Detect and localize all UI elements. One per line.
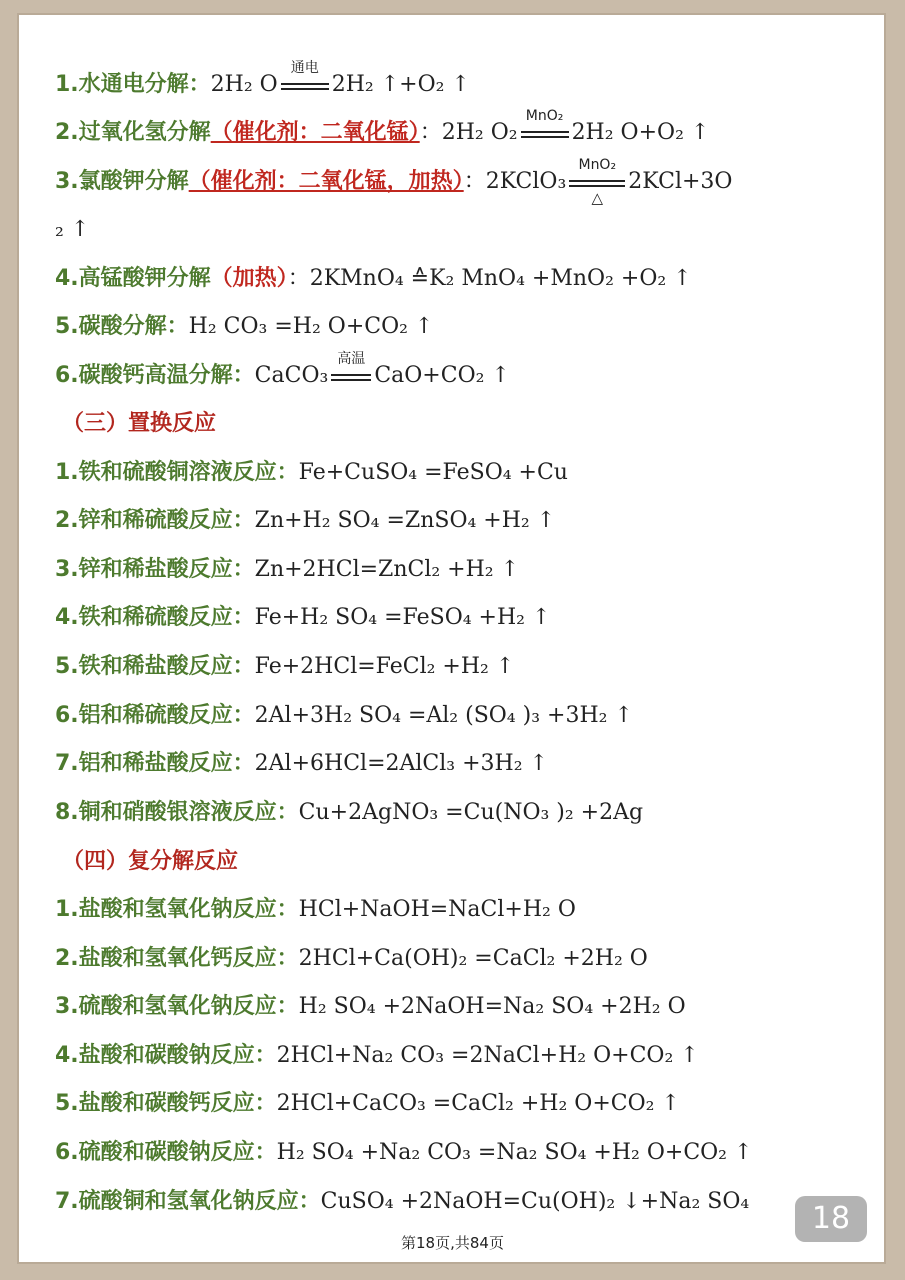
decomp-line-2 <box>55 108 710 153</box>
separator: ： <box>419 120 442 145</box>
double-line-4 <box>55 1036 699 1076</box>
equation: H₂ SO₄ +2NaOH=Na₂ SO₄ +2H₂ O <box>298 994 686 1019</box>
reaction-label: 1.铁和硫酸铜溶液反应： <box>55 460 299 485</box>
reaction-label: 5.铁和稀盐酸反应： <box>55 654 255 679</box>
equation: Zn+2HCl=ZnCl₂ +H₂ ↑ <box>254 557 520 582</box>
substitution-line-2 <box>55 501 555 541</box>
reaction-label: 6.硫酸和碳酸钠反应： <box>55 1140 277 1165</box>
equation-left: 2KClO₃ <box>485 169 567 194</box>
page-footer: 第18页,共84页 <box>401 1234 504 1252</box>
reaction-condition <box>279 60 331 95</box>
separator: ： <box>287 266 310 291</box>
reaction-label: 4.高锰酸钾分解 <box>55 266 211 291</box>
condition-label: 高温 <box>337 351 366 367</box>
equation: Fe+H₂ SO₄ =FeSO₄ +H₂ ↑ <box>254 605 551 630</box>
equation: H₂ CO₃ =H₂ O+CO₂ ↑ <box>188 314 434 339</box>
equation-left: 2H₂ O <box>210 72 278 97</box>
reaction-label: 7.硫酸铜和氢氧化钠反应： <box>55 1189 321 1214</box>
section-title-substitution: （三）置换反应 <box>62 411 217 436</box>
substitution-line-7 <box>55 744 548 784</box>
equation: 2Al+6HCl=2AlCl₃ +3H₂ ↑ <box>254 751 548 776</box>
page-number-badge: 18 <box>795 1196 867 1242</box>
substitution-line-6 <box>55 696 633 736</box>
reaction-condition <box>519 108 571 143</box>
reaction-label: 4.铁和稀硫酸反应： <box>55 605 255 630</box>
decomp-line-6 <box>55 351 510 396</box>
reaction-label: 6.碳酸钙高温分解： <box>55 363 255 388</box>
reaction-label: 2.锌和稀硫酸反应： <box>55 508 255 533</box>
substitution-line-3 <box>55 550 519 590</box>
condition-label: 通电 <box>290 60 319 76</box>
reaction-label: 8.铜和硝酸银溶液反应： <box>55 800 299 825</box>
equation-left: CaCO₃ <box>254 363 329 388</box>
equation: 2Al+3H₂ SO₄ =Al₂ (SO₄ )₃ +3H₂ ↑ <box>254 703 633 728</box>
reaction-condition <box>567 157 627 207</box>
double-line-5 <box>55 1084 680 1124</box>
equation-left: 2H₂ O₂ <box>441 120 518 145</box>
substitution-line-5 <box>55 647 514 687</box>
reaction-label: 7.铝和稀盐酸反应： <box>55 751 255 776</box>
substitution-line-4 <box>55 598 550 638</box>
catalyst-note: （催化剂：二氧化锰，加热） <box>188 169 464 194</box>
equation-right: 2KCl+3O <box>628 169 733 194</box>
double-line-7 <box>55 1182 749 1222</box>
reaction-label: 2.盐酸和氢氧化钙反应： <box>55 946 299 971</box>
substitution-line-8 <box>55 793 643 833</box>
substitution-line-1 <box>55 453 568 493</box>
equation: HCl+NaOH=NaCl+H₂ O <box>298 897 576 922</box>
double-line-6 <box>55 1133 752 1173</box>
equation: Cu+2AgNO₃ =Cu(NO₃ )₂ +2Ag <box>298 800 644 825</box>
equation: H₂ SO₄ +Na₂ CO₃ =Na₂ SO₄ +H₂ O+CO₂ ↑ <box>276 1140 753 1165</box>
equation: 2HCl+CaCO₃ =CaCl₂ +H₂ O+CO₂ ↑ <box>276 1091 680 1116</box>
separator: ： <box>463 169 486 194</box>
equation: 2HCl+Ca(OH)₂ =CaCl₂ +2H₂ O <box>298 946 648 971</box>
equation: Zn+H₂ SO₄ =ZnSO₄ +H₂ ↑ <box>254 508 556 533</box>
equation: 2HCl+Na₂ CO₃ =2NaCl+H₂ O+CO₂ ↑ <box>276 1043 699 1068</box>
reaction-label: 5.碳酸分解： <box>55 314 189 339</box>
reaction-label: 3.锌和稀盐酸反应： <box>55 557 255 582</box>
catalyst-note: （催化剂：二氧化锰） <box>210 120 420 145</box>
condition-note: （加热） <box>210 266 288 291</box>
double-line-1 <box>55 890 576 930</box>
equation-right: 2H₂ O+O₂ ↑ <box>571 120 710 145</box>
equation: 2KMnO₄ ≙K₂ MnO₄ +MnO₂ +O₂ ↑ <box>309 266 692 291</box>
double-line-3 <box>55 987 686 1027</box>
decomp-line-3-wrap <box>55 210 89 250</box>
decomp-line-3 <box>55 157 733 207</box>
reaction-label: 3.硫酸和氢氧化钠反应： <box>55 994 299 1019</box>
condition-label: MnO₂ <box>578 157 617 173</box>
equation-right: CaO+CO₂ ↑ <box>374 363 510 388</box>
equation-continuation: ₂ ↑ <box>55 217 90 242</box>
equation: Fe+2HCl=FeCl₂ +H₂ ↑ <box>254 654 515 679</box>
heat-symbol: △ <box>591 189 604 207</box>
reaction-condition <box>329 351 373 386</box>
decomp-line-5 <box>55 307 433 347</box>
reaction-label: 4.盐酸和碳酸钠反应： <box>55 1043 277 1068</box>
equation: CuSO₄ +2NaOH=Cu(OH)₂ ↓+Na₂ SO₄ <box>320 1189 750 1214</box>
reaction-label: 3.氯酸钾分解 <box>55 169 189 194</box>
double-line-2 <box>55 939 648 979</box>
reaction-label: 1.水通电分解： <box>55 72 211 97</box>
decomp-line-1 <box>55 60 470 105</box>
equation-right: 2H₂ ↑+O₂ ↑ <box>331 72 470 97</box>
condition-label: MnO₂ <box>525 108 564 124</box>
equation: Fe+CuSO₄ =FeSO₄ +Cu <box>298 460 568 485</box>
reaction-label: 6.铝和稀硫酸反应： <box>55 703 255 728</box>
reaction-label: 5.盐酸和碳酸钙反应： <box>55 1091 277 1116</box>
decomp-line-4 <box>55 259 692 299</box>
reaction-label: 1.盐酸和氢氧化钠反应： <box>55 897 299 922</box>
reaction-label: 2.过氧化氢分解 <box>55 120 211 145</box>
section-title-double-displacement: （四）复分解反应 <box>62 849 239 874</box>
